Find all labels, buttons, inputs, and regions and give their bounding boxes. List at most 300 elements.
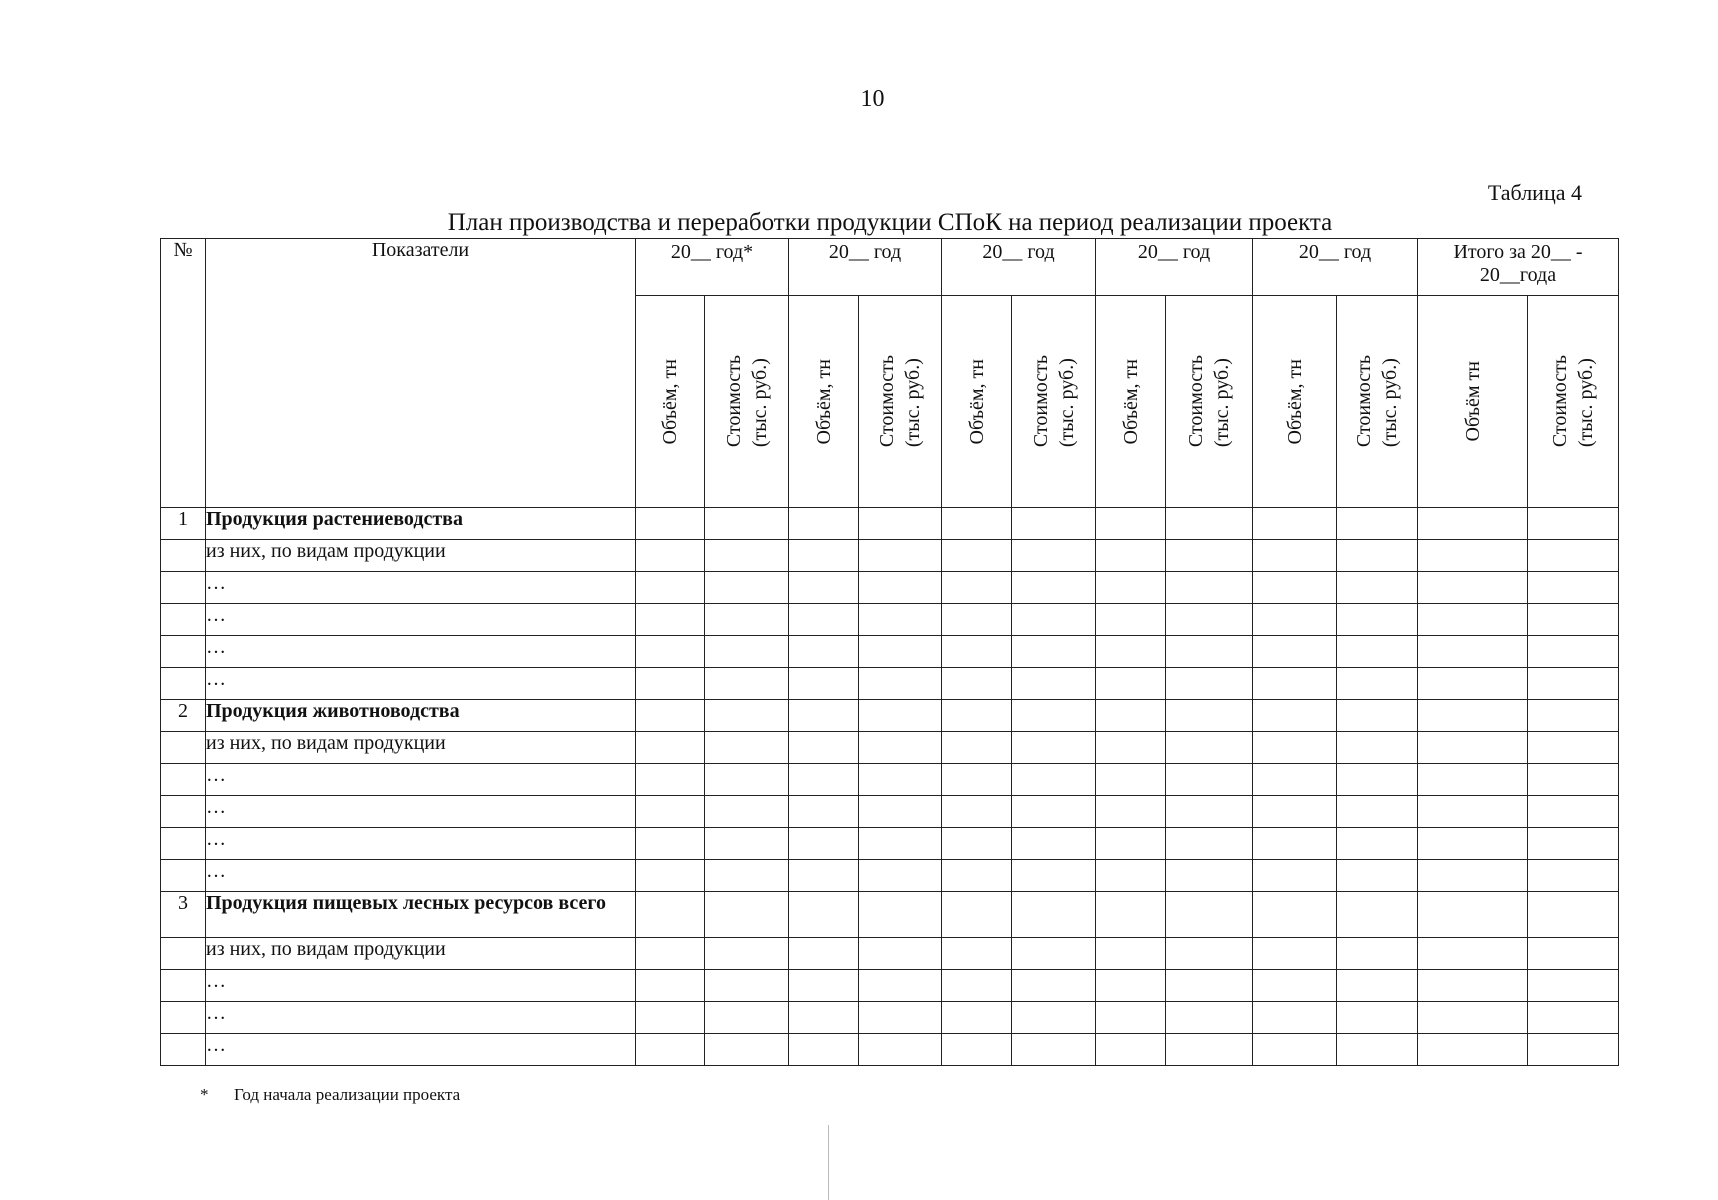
subheader-cost-line2: (тыс. руб.) [1575,358,1597,448]
data-cell[interactable] [1528,732,1619,764]
data-cell[interactable] [859,732,942,764]
data-cell[interactable] [1096,860,1166,892]
data-cell[interactable] [705,540,789,572]
data-cell[interactable] [1166,1002,1253,1034]
data-cell[interactable] [1012,970,1096,1002]
data-cell[interactable] [1337,636,1418,668]
data-cell[interactable] [859,764,942,796]
row-number [161,860,206,892]
data-cell[interactable] [789,636,859,668]
data-cell[interactable] [942,1002,1012,1034]
data-cell[interactable] [636,604,705,636]
data-cell[interactable] [705,572,789,604]
data-cell[interactable] [1337,892,1418,938]
data-cell[interactable] [1418,540,1528,572]
data-cell[interactable] [1418,892,1528,938]
subheader-cost-label [1028,355,1080,447]
data-cell[interactable] [1166,796,1253,828]
row-number [161,796,206,828]
subheader-volume-4 [1096,296,1166,508]
table-row [161,540,1619,572]
data-cell[interactable] [789,604,859,636]
data-cell[interactable] [1012,938,1096,970]
data-cell[interactable] [789,970,859,1002]
table-row [161,1002,1619,1034]
data-cell[interactable] [1528,1002,1619,1034]
data-cell[interactable] [1166,604,1253,636]
data-cell[interactable] [636,540,705,572]
data-cell[interactable] [1012,700,1096,732]
data-cell[interactable] [1012,572,1096,604]
data-cell[interactable] [1418,732,1528,764]
data-cell[interactable] [1528,892,1619,938]
data-cell[interactable] [1166,1034,1253,1066]
data-cell[interactable] [1253,828,1337,860]
data-cell[interactable] [1528,764,1619,796]
header-num: № [161,239,206,508]
subheader-cost-line1: Стоимость [1353,355,1375,448]
data-cell[interactable] [789,796,859,828]
data-cell[interactable] [789,828,859,860]
row-number: 1 [161,508,206,540]
data-cell[interactable] [1528,700,1619,732]
row-number [161,604,206,636]
data-cell[interactable] [1096,572,1166,604]
data-cell[interactable] [1418,828,1528,860]
data-cell[interactable] [636,700,705,732]
footnote-mark: * [200,1085,209,1104]
data-cell[interactable] [1528,668,1619,700]
subheader-cost-label [1547,355,1599,447]
data-cell[interactable] [1096,540,1166,572]
data-cell[interactable] [1418,636,1528,668]
data-cell[interactable] [942,860,1012,892]
header-year-1: 20__ год* [636,239,789,296]
data-cell[interactable] [1253,604,1337,636]
data-cell[interactable] [859,508,942,540]
data-cell[interactable] [1012,540,1096,572]
data-cell[interactable] [1418,668,1528,700]
data-cell[interactable] [789,1034,859,1066]
data-cell[interactable] [1418,796,1528,828]
data-cell[interactable] [1166,508,1253,540]
table-row [161,732,1619,764]
row-indicator: Продукция пищевых лесных ресурсов всего [206,892,636,938]
subheader-cost-1 [705,296,789,508]
row-indicator: … [206,1034,636,1066]
data-cell[interactable] [1337,732,1418,764]
data-cell[interactable] [1253,508,1337,540]
data-cell[interactable] [1096,764,1166,796]
data-cell[interactable] [705,1034,789,1066]
data-cell[interactable] [1337,700,1418,732]
data-cell[interactable] [705,938,789,970]
footnote [200,1085,460,1105]
data-cell[interactable] [1253,796,1337,828]
row-number [161,828,206,860]
subheader-volume-label: Объём, тн [659,358,681,445]
subheader-cost-line1: Стоимость [722,355,745,448]
data-cell[interactable] [1528,604,1619,636]
data-cell[interactable] [859,636,942,668]
data-cell[interactable] [1418,1034,1528,1066]
header-year-3: 20__ год [942,239,1096,296]
data-cell[interactable] [1337,970,1418,1002]
subheader-volume-label: Объём, тн [1119,358,1142,445]
data-cell[interactable] [1253,668,1337,700]
data-cell[interactable] [789,700,859,732]
data-cell[interactable] [1096,732,1166,764]
data-cell[interactable] [789,860,859,892]
row-indicator: … [206,828,636,860]
data-cell[interactable] [942,668,1012,700]
data-cell[interactable] [636,1034,705,1066]
data-cell[interactable] [705,828,789,860]
data-cell[interactable] [942,892,1012,938]
subheader-volume-6 [1418,296,1528,508]
data-cell[interactable] [942,970,1012,1002]
data-cell[interactable] [789,540,859,572]
data-cell[interactable] [1253,636,1337,668]
footnote-text: Год начала реализации проекта [234,1085,461,1104]
row-number [161,1034,206,1066]
data-cell[interactable] [705,892,789,938]
data-cell[interactable] [942,1034,1012,1066]
subheader-cost-line1: Стоимость [1185,355,1207,448]
data-cell[interactable] [1528,796,1619,828]
data-cell[interactable] [859,796,942,828]
subheader-cost-line2: (тыс. руб.) [902,358,924,448]
row-number [161,636,206,668]
subheader-cost-label [1351,355,1403,447]
data-cell[interactable] [1418,1002,1528,1034]
data-cell[interactable] [705,508,789,540]
table-row [161,604,1619,636]
page-number: 10 [860,86,885,112]
subheader-cost-line2: (тыс. руб.) [1055,358,1078,448]
data-cell[interactable] [1418,508,1528,540]
data-cell[interactable] [1528,572,1619,604]
data-cell[interactable] [636,508,705,540]
data-cell[interactable] [705,796,789,828]
subheader-cost-line2: (тыс. руб.) [748,358,771,448]
subheader-volume-2 [789,296,859,508]
table-row [161,508,1619,540]
data-cell[interactable] [1337,796,1418,828]
data-cell[interactable] [1528,1034,1619,1066]
subheader-cost-2 [859,296,942,508]
data-cell[interactable] [1337,938,1418,970]
row-indicator: Продукция растениеводства [206,508,636,540]
data-cell[interactable] [636,636,705,668]
row-number [161,970,206,1002]
data-cell[interactable] [1166,892,1253,938]
table-row [161,938,1619,970]
data-cell[interactable] [789,508,859,540]
header-total-line1: Итого за 20__ - [1453,241,1583,263]
table-row [161,828,1619,860]
data-cell[interactable] [1337,1034,1418,1066]
data-cell[interactable] [1012,892,1096,938]
data-cell[interactable] [1253,540,1337,572]
data-cell[interactable] [789,668,859,700]
row-number [161,764,206,796]
data-cell[interactable] [636,668,705,700]
subheader-cost-line1: Стоимость [876,355,898,448]
data-cell[interactable] [1166,828,1253,860]
data-cell[interactable] [1096,970,1166,1002]
data-cell[interactable] [789,938,859,970]
data-cell[interactable] [1528,860,1619,892]
data-cell[interactable] [1166,732,1253,764]
table-title: План производства и переработки продукции СПоК на период реализации проекта [447,209,1333,236]
data-cell[interactable] [705,860,789,892]
data-cell[interactable] [1528,508,1619,540]
data-cell[interactable] [1166,572,1253,604]
row-indicator: … [206,1002,636,1034]
data-cell[interactable] [1166,700,1253,732]
data-cell[interactable] [789,892,859,938]
data-cell[interactable] [942,604,1012,636]
data-cell[interactable] [1337,604,1418,636]
header-year-5: 20__ год [1253,239,1418,296]
data-cell[interactable] [942,828,1012,860]
data-cell[interactable] [1418,604,1528,636]
data-cell[interactable] [1253,860,1337,892]
row-number [161,668,206,700]
data-cell[interactable] [1012,732,1096,764]
header-year-4: 20__ год [1096,239,1253,296]
table-row [161,796,1619,828]
data-cell[interactable] [1012,828,1096,860]
data-cell[interactable] [1337,668,1418,700]
data-cell[interactable] [1012,1034,1096,1066]
data-cell[interactable] [1166,540,1253,572]
subheader-volume-label: Объём, тн [965,358,988,445]
data-cell[interactable] [1418,572,1528,604]
data-cell[interactable] [1253,700,1337,732]
data-cell[interactable] [942,796,1012,828]
subheader-cost-4 [1166,296,1253,508]
data-cell[interactable] [705,636,789,668]
data-cell[interactable] [789,764,859,796]
row-number [161,572,206,604]
data-cell[interactable] [705,732,789,764]
row-indicator: … [206,668,636,700]
row-indicator: Продукция животноводства [206,700,636,732]
data-cell[interactable] [1096,892,1166,938]
data-cell[interactable] [942,636,1012,668]
data-cell[interactable] [1096,668,1166,700]
row-number: 3 [161,892,206,938]
data-cell[interactable] [1166,970,1253,1002]
data-cell[interactable] [1096,700,1166,732]
data-cell[interactable] [1012,764,1096,796]
subheader-cost-label [874,355,926,447]
data-cell[interactable] [1166,636,1253,668]
row-indicator: … [206,970,636,1002]
table-row [161,892,1619,938]
data-cell[interactable] [1096,796,1166,828]
data-cell[interactable] [942,700,1012,732]
data-cell[interactable] [1337,1002,1418,1034]
subheader-volume-1 [636,296,705,508]
data-cell[interactable] [1337,508,1418,540]
data-cell[interactable] [1166,764,1253,796]
data-cell[interactable] [942,732,1012,764]
data-cell[interactable] [1337,572,1418,604]
subheader-cost-label [721,355,773,447]
data-cell[interactable] [942,508,1012,540]
row-number [161,732,206,764]
data-cell[interactable] [1253,732,1337,764]
data-cell[interactable] [859,938,942,970]
subheader-cost-5 [1337,296,1418,508]
data-cell[interactable] [705,1002,789,1034]
data-cell[interactable] [789,732,859,764]
data-cell[interactable] [705,700,789,732]
data-cell[interactable] [636,828,705,860]
data-cell[interactable] [636,1002,705,1034]
data-cell[interactable] [789,1002,859,1034]
data-cell[interactable] [705,604,789,636]
data-cell[interactable] [1418,938,1528,970]
subheader-volume-label: Объём, тн [1283,358,1306,445]
row-indicator: из них, по видам продукции [206,732,636,764]
data-cell[interactable] [1096,1034,1166,1066]
data-cell[interactable] [1012,860,1096,892]
row-number: 2 [161,700,206,732]
data-cell[interactable] [1166,938,1253,970]
data-cell[interactable] [1528,970,1619,1002]
data-cell[interactable] [636,938,705,970]
data-cell[interactable] [636,732,705,764]
data-cell[interactable] [636,572,705,604]
data-cell[interactable] [942,572,1012,604]
data-cell[interactable] [636,970,705,1002]
data-cell[interactable] [705,970,789,1002]
data-cell[interactable] [1012,668,1096,700]
subheader-volume-3 [942,296,1012,508]
data-cell[interactable] [1337,540,1418,572]
data-cell[interactable] [1337,860,1418,892]
data-cell[interactable] [859,860,942,892]
data-cell[interactable] [1253,572,1337,604]
data-cell[interactable] [1096,508,1166,540]
data-cell[interactable] [1096,938,1166,970]
subheader-cost-3 [1012,296,1096,508]
subheader-cost-line2: (тыс. руб.) [1379,358,1401,448]
data-cell[interactable] [859,1034,942,1066]
data-cell[interactable] [859,572,942,604]
table-row [161,764,1619,796]
data-cell[interactable] [1012,1002,1096,1034]
data-cell[interactable] [1166,860,1253,892]
data-cell[interactable] [859,970,942,1002]
data-cell[interactable] [1337,828,1418,860]
data-cell[interactable] [942,540,1012,572]
data-cell[interactable] [789,572,859,604]
data-cell[interactable] [1096,1002,1166,1034]
subheader-cost-label [1183,355,1235,447]
data-cell[interactable] [1166,668,1253,700]
data-cell[interactable] [859,540,942,572]
table-label: Таблица 4 [1487,180,1582,205]
table-row [161,700,1619,732]
data-cell[interactable] [1253,1034,1337,1066]
header-indicators: Показатели [206,239,636,508]
data-cell[interactable] [859,1002,942,1034]
data-cell[interactable] [1528,540,1619,572]
data-cell[interactable] [705,668,789,700]
row-indicator: … [206,636,636,668]
data-cell[interactable] [636,860,705,892]
data-cell[interactable] [859,892,942,938]
data-cell[interactable] [1337,764,1418,796]
subheader-cost-line2: (тыс. руб.) [1211,358,1233,448]
data-cell[interactable] [1253,938,1337,970]
data-cell[interactable] [1528,636,1619,668]
row-number [161,938,206,970]
row-indicator: из них, по видам продукции [206,938,636,970]
table-row [161,668,1619,700]
subheader-cost-line1: Стоимость [1029,355,1052,448]
data-cell[interactable] [942,938,1012,970]
subheader-volume-label: Объём тн [1461,361,1484,442]
data-cell[interactable] [1418,970,1528,1002]
table-row [161,860,1619,892]
data-cell[interactable] [1096,636,1166,668]
header-year-2: 20__ год [789,239,942,296]
data-cell[interactable] [859,604,942,636]
data-cell[interactable] [1012,508,1096,540]
data-cell[interactable] [1012,604,1096,636]
data-cell[interactable] [1096,604,1166,636]
data-cell[interactable] [859,668,942,700]
data-cell[interactable] [1253,970,1337,1002]
row-indicator: … [206,796,636,828]
row-number [161,1002,206,1034]
data-cell[interactable] [1096,828,1166,860]
row-indicator: из них, по видам продукции [206,540,636,572]
row-indicator: … [206,860,636,892]
data-cell[interactable] [1418,764,1528,796]
data-cell[interactable] [1253,764,1337,796]
data-cell[interactable] [1253,1002,1337,1034]
data-cell[interactable] [705,764,789,796]
table-row [161,636,1619,668]
data-cell[interactable] [1418,700,1528,732]
data-cell[interactable] [859,828,942,860]
data-cell[interactable] [1012,796,1096,828]
data-cell[interactable] [1418,860,1528,892]
row-indicator: … [206,604,636,636]
data-cell[interactable] [859,700,942,732]
data-cell[interactable] [1012,636,1096,668]
data-cell[interactable] [636,892,705,938]
data-cell[interactable] [636,764,705,796]
subheader-cost-6 [1528,296,1619,508]
scan-artifact-line [828,1125,829,1200]
data-cell[interactable] [636,796,705,828]
production-plan-table [160,238,1619,1066]
data-cell[interactable] [1253,892,1337,938]
row-indicator: … [206,764,636,796]
data-cell[interactable] [1528,938,1619,970]
data-cell[interactable] [1528,828,1619,860]
data-cell[interactable] [942,764,1012,796]
row-number [161,540,206,572]
